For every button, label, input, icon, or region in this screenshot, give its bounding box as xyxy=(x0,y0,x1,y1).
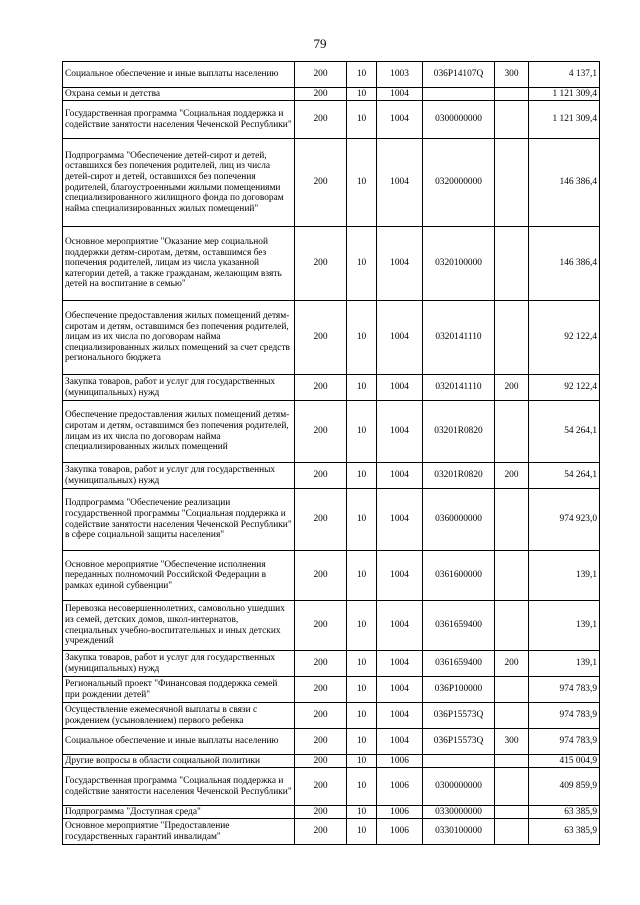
row-admin-code-cell: 200 xyxy=(295,551,347,601)
row-amount-cell: 974 783,9 xyxy=(529,703,600,729)
row-target-article-cell: 036P14107Q xyxy=(423,62,495,88)
row-amount-cell: 54 264,1 xyxy=(529,463,600,489)
table-row xyxy=(63,651,600,677)
row-section-cell: 10 xyxy=(347,601,377,651)
row-target-article-cell: 0300000000 xyxy=(423,768,495,806)
row-expense-type-cell xyxy=(495,601,529,651)
row-name-cell: Подпрограмма "Доступная среда" xyxy=(63,806,295,819)
row-subsection-cell: 1004 xyxy=(377,729,423,755)
row-expense-type-cell xyxy=(495,819,529,845)
row-amount-cell: 4 137,1 xyxy=(529,62,600,88)
row-name-cell: Перевозка несовершеннолетних, самовольно ушедших из семей, детских домов, школ-интернатов, специальных учебно-воспитательных и иных детских учреждений xyxy=(63,601,295,651)
row-target-article-cell: 0361659400 xyxy=(423,601,495,651)
row-name-cell: Региональный проект "Финансовая поддержка семей при рождении детей" xyxy=(63,677,295,703)
row-section-cell: 10 xyxy=(347,651,377,677)
row-subsection-cell: 1004 xyxy=(377,227,423,301)
row-subsection-cell: 1003 xyxy=(377,62,423,88)
row-admin-code-cell: 200 xyxy=(295,768,347,806)
row-name-cell: Закупка товаров, работ и услуг для государственных (муниципальных) нужд xyxy=(63,375,295,401)
row-admin-code-cell: 200 xyxy=(295,489,347,551)
row-subsection-cell: 1004 xyxy=(377,463,423,489)
row-expense-type-cell xyxy=(495,768,529,806)
row-name-cell: Государственная программа "Социальная поддержка и содействие занятости населения Чеченской Республики" xyxy=(63,768,295,806)
row-target-article-cell xyxy=(423,88,495,101)
table-row xyxy=(63,401,600,463)
row-amount-cell: 92 122,4 xyxy=(529,301,600,375)
row-subsection-cell: 1004 xyxy=(377,703,423,729)
row-subsection-cell: 1004 xyxy=(377,139,423,227)
row-expense-type-cell: 200 xyxy=(495,651,529,677)
row-admin-code-cell: 200 xyxy=(295,677,347,703)
row-subsection-cell: 1004 xyxy=(377,101,423,139)
row-subsection-cell: 1004 xyxy=(377,88,423,101)
row-section-cell: 10 xyxy=(347,551,377,601)
page-number: 79 xyxy=(313,36,327,51)
table-row xyxy=(63,62,600,88)
row-target-article-cell: 03201R0820 xyxy=(423,401,495,463)
row-amount-cell: 415 004,9 xyxy=(529,755,600,768)
row-amount-cell: 146 386,4 xyxy=(529,227,600,301)
table-row xyxy=(63,489,600,551)
row-amount-cell: 54 264,1 xyxy=(529,401,600,463)
row-amount-cell: 63 385,9 xyxy=(529,819,600,845)
table-row xyxy=(63,806,600,819)
table-row xyxy=(63,88,600,101)
table-row xyxy=(63,375,600,401)
table-row xyxy=(63,551,600,601)
row-amount-cell: 974 923,0 xyxy=(529,489,600,551)
row-target-article-cell: 036P15573Q xyxy=(423,703,495,729)
row-subsection-cell: 1006 xyxy=(377,755,423,768)
row-expense-type-cell: 200 xyxy=(495,463,529,489)
row-expense-type-cell xyxy=(495,551,529,601)
row-amount-cell: 1 121 309,4 xyxy=(529,88,600,101)
row-admin-code-cell: 200 xyxy=(295,101,347,139)
row-target-article-cell: 03201R0820 xyxy=(423,463,495,489)
row-amount-cell: 139,1 xyxy=(529,551,600,601)
row-expense-type-cell xyxy=(495,88,529,101)
row-name-cell: Социальное обеспечение и иные выплаты населению xyxy=(63,729,295,755)
row-admin-code-cell: 200 xyxy=(295,227,347,301)
row-name-cell: Социальное обеспечение и иные выплаты населению xyxy=(63,62,295,88)
row-amount-cell: 139,1 xyxy=(529,601,600,651)
row-name-cell: Охрана семьи и детства xyxy=(63,88,295,101)
table-row xyxy=(63,755,600,768)
table-row xyxy=(63,768,600,806)
row-admin-code-cell: 200 xyxy=(295,703,347,729)
row-name-cell: Обеспечение предоставления жилых помещений детям-сиротам и детям, оставшимся без попечения родителей, лицам из их числа по договорам найма специализированных жилых помещений xyxy=(63,401,295,463)
table-row xyxy=(63,729,600,755)
row-amount-cell: 139,1 xyxy=(529,651,600,677)
row-section-cell: 10 xyxy=(347,463,377,489)
row-expense-type-cell xyxy=(495,227,529,301)
row-subsection-cell: 1004 xyxy=(377,489,423,551)
row-subsection-cell: 1004 xyxy=(377,401,423,463)
row-name-cell: Осуществление ежемесячной выплаты в связи с рождением (усыновлением) первого ребенка xyxy=(63,703,295,729)
row-target-article-cell: 0320141110 xyxy=(423,375,495,401)
row-name-cell: Основное мероприятие "Предоставление государственных гарантий инвалидам" xyxy=(63,819,295,845)
row-expense-type-cell xyxy=(495,677,529,703)
row-subsection-cell: 1004 xyxy=(377,677,423,703)
row-admin-code-cell: 200 xyxy=(295,301,347,375)
row-subsection-cell: 1006 xyxy=(377,768,423,806)
row-target-article-cell: 036P15573Q xyxy=(423,729,495,755)
row-admin-code-cell: 200 xyxy=(295,88,347,101)
table-row xyxy=(63,601,600,651)
row-target-article-cell: 0360000000 xyxy=(423,489,495,551)
row-section-cell: 10 xyxy=(347,401,377,463)
row-name-cell: Закупка товаров, работ и услуг для государственных (муниципальных) нужд xyxy=(63,651,295,677)
row-expense-type-cell xyxy=(495,755,529,768)
row-section-cell: 10 xyxy=(347,62,377,88)
row-admin-code-cell: 200 xyxy=(295,401,347,463)
row-target-article-cell xyxy=(423,755,495,768)
row-admin-code-cell: 200 xyxy=(295,62,347,88)
row-expense-type-cell: 300 xyxy=(495,729,529,755)
row-admin-code-cell: 200 xyxy=(295,806,347,819)
row-admin-code-cell: 200 xyxy=(295,375,347,401)
row-expense-type-cell: 200 xyxy=(495,375,529,401)
row-name-cell: Другие вопросы в области социальной политики xyxy=(63,755,295,768)
row-expense-type-cell: 300 xyxy=(495,62,529,88)
row-expense-type-cell xyxy=(495,101,529,139)
row-amount-cell: 146 386,4 xyxy=(529,139,600,227)
row-admin-code-cell: 200 xyxy=(295,139,347,227)
row-amount-cell: 1 121 309,4 xyxy=(529,101,600,139)
row-target-article-cell: 0361600000 xyxy=(423,551,495,601)
table-row xyxy=(63,139,600,227)
row-section-cell: 10 xyxy=(347,101,377,139)
row-expense-type-cell xyxy=(495,401,529,463)
table-body xyxy=(63,62,600,845)
row-amount-cell: 92 122,4 xyxy=(529,375,600,401)
row-amount-cell: 409 859,9 xyxy=(529,768,600,806)
table-row xyxy=(63,463,600,489)
row-expense-type-cell xyxy=(495,139,529,227)
row-section-cell: 10 xyxy=(347,227,377,301)
row-expense-type-cell xyxy=(495,301,529,375)
row-subsection-cell: 1006 xyxy=(377,819,423,845)
row-amount-cell: 974 783,9 xyxy=(529,677,600,703)
row-name-cell: Подпрограмма "Обеспечение детей-сирот и детей, оставшихся без попечения родителей, лиц из числа детей-сирот и детей, оставшихся без попечения родителей, благоустроенными жилыми помещениями специализированного жилищного фонда по договорам найма специализированных жилых помещений" xyxy=(63,139,295,227)
row-amount-cell: 974 783,9 xyxy=(529,729,600,755)
row-target-article-cell: 036P100000 xyxy=(423,677,495,703)
row-subsection-cell: 1004 xyxy=(377,301,423,375)
row-target-article-cell: 0330100000 xyxy=(423,819,495,845)
row-section-cell: 10 xyxy=(347,703,377,729)
row-name-cell: Обеспечение предоставления жилых помещений детям-сиротам и детям, оставшимся без попечения родителей, лицам из их числа по договорам найма специализированных жилых помещений за счет средств регионального бюджета xyxy=(63,301,295,375)
table-row xyxy=(63,227,600,301)
row-target-article-cell: 0320141110 xyxy=(423,301,495,375)
row-section-cell: 10 xyxy=(347,375,377,401)
row-section-cell: 10 xyxy=(347,139,377,227)
row-subsection-cell: 1004 xyxy=(377,601,423,651)
table-row xyxy=(63,301,600,375)
row-target-article-cell: 0330000000 xyxy=(423,806,495,819)
row-subsection-cell: 1006 xyxy=(377,806,423,819)
row-name-cell: Закупка товаров, работ и услуг для государственных (муниципальных) нужд xyxy=(63,463,295,489)
row-target-article-cell: 0361659400 xyxy=(423,651,495,677)
row-target-article-cell: 0320000000 xyxy=(423,139,495,227)
row-subsection-cell: 1004 xyxy=(377,375,423,401)
row-section-cell: 10 xyxy=(347,489,377,551)
row-admin-code-cell: 200 xyxy=(295,755,347,768)
row-expense-type-cell xyxy=(495,489,529,551)
row-admin-code-cell: 200 xyxy=(295,819,347,845)
table-row xyxy=(63,703,600,729)
row-section-cell: 10 xyxy=(347,806,377,819)
table-row xyxy=(63,101,600,139)
row-admin-code-cell: 200 xyxy=(295,651,347,677)
row-section-cell: 10 xyxy=(347,819,377,845)
row-expense-type-cell xyxy=(495,703,529,729)
row-subsection-cell: 1004 xyxy=(377,551,423,601)
row-amount-cell: 63 385,9 xyxy=(529,806,600,819)
row-admin-code-cell: 200 xyxy=(295,463,347,489)
row-name-cell: Государственная программа "Социальная поддержка и содействие занятости населения Чеченской Республики" xyxy=(63,101,295,139)
row-section-cell: 10 xyxy=(347,729,377,755)
budget-table xyxy=(62,61,600,845)
row-section-cell: 10 xyxy=(347,301,377,375)
row-admin-code-cell: 200 xyxy=(295,601,347,651)
row-name-cell: Основное мероприятие "Обеспечение исполнения переданных полномочий Российской Федерации в рамках единой субвенции" xyxy=(63,551,295,601)
table-row xyxy=(63,819,600,845)
row-subsection-cell: 1004 xyxy=(377,651,423,677)
row-section-cell: 10 xyxy=(347,88,377,101)
row-section-cell: 10 xyxy=(347,755,377,768)
row-section-cell: 10 xyxy=(347,768,377,806)
row-admin-code-cell: 200 xyxy=(295,729,347,755)
table-row xyxy=(63,677,600,703)
row-name-cell: Основное мероприятие "Оказание мер социальной поддержки детям-сиротам, детям, оставшимся без попечения родителей, лицам из числа указанной категории детей, а также гражданам, желающим взять детей на воспитание в семью" xyxy=(63,227,295,301)
row-expense-type-cell xyxy=(495,806,529,819)
row-target-article-cell: 0320100000 xyxy=(423,227,495,301)
row-name-cell: Подпрограмма "Обеспечение реализации государственной программы "Социальная поддержка и содействие занятости населения Чеченской Республики" в сфере социальной защиты населения" xyxy=(63,489,295,551)
row-target-article-cell: 0300000000 xyxy=(423,101,495,139)
row-section-cell: 10 xyxy=(347,677,377,703)
